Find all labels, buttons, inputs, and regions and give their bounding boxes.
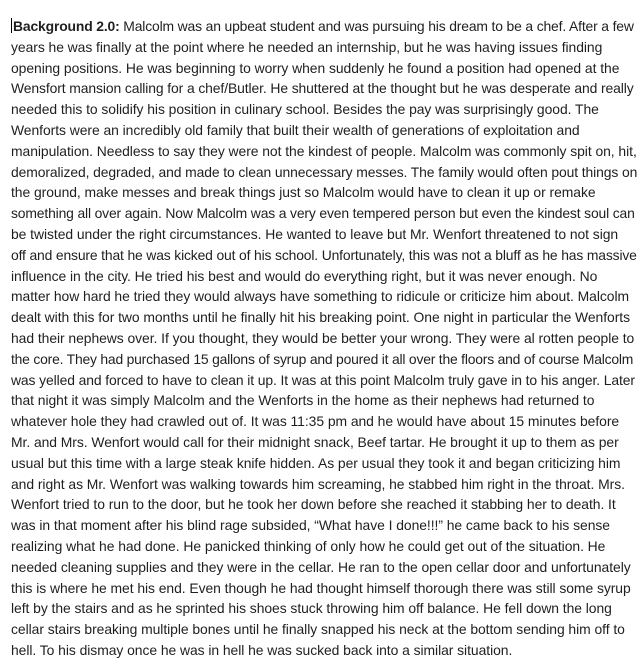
- paragraph-line-25: realizing what he had done. He panicked thinking of only how he could get out of the situation. He: [11, 537, 606, 554]
- paragraph-line-18: that night it was simply Malcolm and the Wenforts in the home as their nephews had returned to: [11, 392, 595, 409]
- paragraph-line-6: manipulation. Needless to say they were not the kindest of people. Malcolm was commonly spit on, hit,: [11, 142, 637, 159]
- paragraph-line-16: the core. They had purchased 15 gallons of syrup and poured it all over the floors and of course Malcolm: [11, 350, 634, 367]
- paragraph-line-10: be twisted under the right circumstances. He wanted to leave but Mr. Wenfort threatened to not sign: [11, 225, 619, 242]
- document-body: [11, 16, 637, 661]
- paragraph-line-14: dealt with this for two months until he finally hit his breaking point. One night in particular the Wenforts: [11, 309, 630, 326]
- paragraph-line-15: had their nephews over. If you thought, they would be better your wrong. They were al rotten people to: [11, 329, 635, 346]
- background-heading: Background 2.0:: [13, 18, 120, 34]
- paragraph-line-20: Mr. and Mrs. Wenfort would call for their midnight snack, Beef tartar. He brought it up to them as per: [11, 433, 619, 450]
- paragraph-line-2: opening positions. He was beginning to worry when suddenly he found a position had opened at the: [11, 59, 620, 76]
- paragraph-line-19: whatever hole they had crawled out of. It was 11:35 pm and he would have about 15 minutes before: [11, 413, 620, 430]
- paragraph-line-26: needed cleaning supplies and they were in the cellar. He ran to the open cellar door and unfortunately: [11, 558, 631, 575]
- line-text: Malcolm was an upbeat student and was pursuing his dream to be a chef. After a few: [119, 18, 634, 34]
- paragraph-line-4: needed this to solidify his position in culinary school. Besides the pay was surprisingly good. The: [11, 101, 599, 118]
- paragraph-line-8: the ground, make messes and break things just so Malcolm would have to clean it up or remake: [11, 184, 596, 201]
- paragraph-line-22: and right as Mr. Wenfort was walking towards him screaming, he stabbed him right in the throat. Mrs.: [11, 475, 625, 492]
- paragraph-line-30: hell. To his dismay once he was in hell he was sucked back into a similar situation.: [11, 641, 513, 658]
- paragraph-line-13: matter how hard he tried they would always have something to ridicule or criticize him about. Malcolm: [11, 288, 629, 305]
- paragraph-line-24: was in that moment after his blind rage subsided, “What have I done!!!” he came back to his sense: [11, 517, 610, 534]
- paragraph-line-28: left by the stairs and as he sprinted his shoes stuck throwing him off balance. He fell down the long: [11, 600, 612, 617]
- paragraph-line-9: something all over again. Now Malcolm was a very even tempered person but even the kindest soul can: [11, 205, 635, 222]
- paragraph-line-21: usual but this time with a large steak knife hidden. As per usual they took it and began criticizing him: [11, 454, 621, 471]
- paragraph-line-12: influence in the city. He tried his best and would do everything right, but it was never enough. No: [11, 267, 598, 284]
- paragraph-line-27: this is where he met his end. Even though he had thought himself thorough there was still some syrup: [11, 579, 631, 596]
- paragraph-line-29: cellar stairs breaking multiple bones until he finally snapped his neck at the bottom sending him off to: [11, 621, 625, 638]
- paragraph-line-17: was yelled and forced to have to clean it up. It was at this point Malcolm truly gave in to his anger. Later: [11, 371, 635, 388]
- paragraph-line-23: Wenfort tried to run to the door, but he took her down before she reached it stabbing her to death. It: [11, 496, 616, 513]
- paragraph-line-7: demoralized, degraded, and made to clean unnecessary messes. The family would often pout things on: [11, 163, 638, 180]
- paragraph-line-1: years he was finally at the point where he needed an internship, but he was having issues finding: [11, 38, 603, 55]
- paragraph-line-11: off and ensure that he was kicked out of his school. Unfortunately, this was not a bluff as he has massive: [11, 246, 637, 263]
- paragraph-line-0: [11, 16, 637, 37]
- text-cursor: [11, 18, 12, 33]
- paragraph-line-3: Wensfort mansion calling for a chef/Butler. He shuttered at the thought but he was desperate and really: [11, 80, 634, 97]
- paragraph-line-5: Wenforts were an incredibly old family that built their wealth of generations of exploitation and: [11, 121, 580, 138]
